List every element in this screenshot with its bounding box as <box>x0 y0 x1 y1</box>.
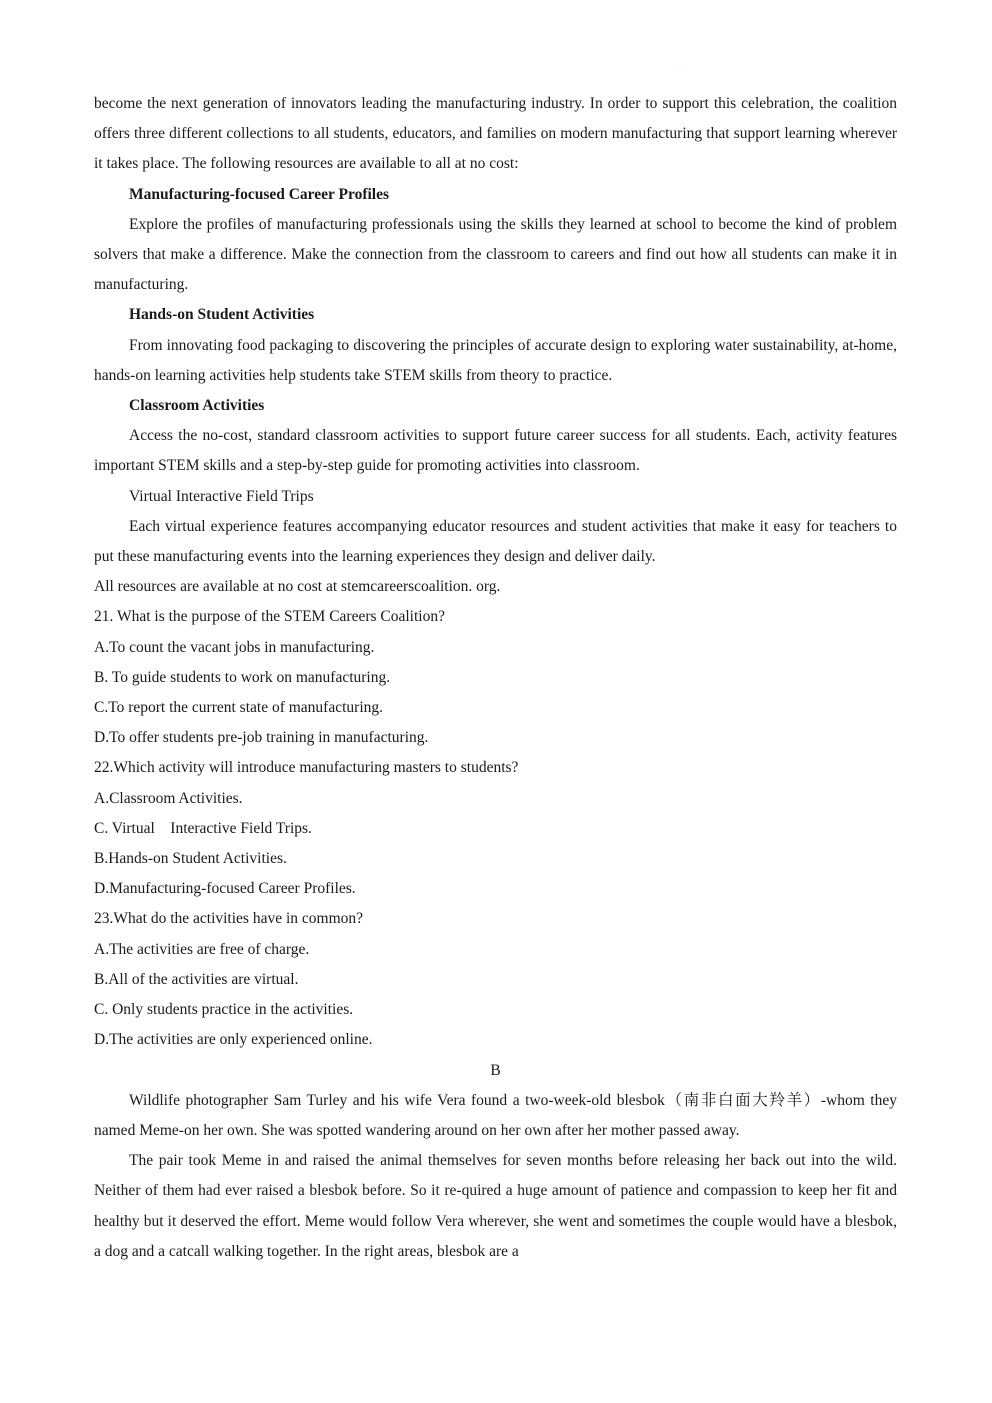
question-21-option-b: B. To guide students to work on manufacturing. <box>94 668 391 686</box>
question-23: 23.What do the activities have in common? <box>94 910 364 928</box>
question-23-option-a: A.The activities are free of charge. <box>94 940 310 958</box>
page-mark: · <box>679 67 681 73</box>
question-21-option-c: C.To report the current state of manufacturing. <box>94 699 384 717</box>
passage-b-paragraph-1: Wildlife photographer Sam Turley and his wife Vera found a two-week-old blesbok（南非白面大羚羊）-whom they named Meme-on her own. She was spotted wandering around on her own after her mother passed away. <box>94 1091 897 1139</box>
question-22-option-d: D.Manufacturing-focused Career Profiles. <box>94 880 356 898</box>
section-title-classroom: Classroom Activities <box>129 397 265 415</box>
section-body-classroom: Access the no-cost, standard classroom activities to support future career success for all students. Each, activity features important STEM skills and a step-by-step guide for promoting activities into classroom. <box>94 427 897 475</box>
question-22: 22.Which activity will introduce manufacturing masters to students? <box>94 759 519 777</box>
question-22-option-c: C. Virtual Interactive Field Trips. <box>94 819 312 837</box>
section-title-hands-on: Hands-on Student Activities <box>129 306 315 324</box>
question-22-option-a: A.Classroom Activities. <box>94 789 243 807</box>
document-page <box>94 89 897 1267</box>
question-21: 21. What is the purpose of the STEM Careers Coalition? <box>94 608 445 626</box>
question-21-option-a: A.To count the vacant jobs in manufacturing. <box>94 638 375 656</box>
question-23-option-c: C. Only students practice in the activities. <box>94 1001 354 1019</box>
passage-b-label: B <box>490 1061 501 1079</box>
section-title-career-profiles: Manufacturing-focused Career Profiles <box>129 185 390 203</box>
passage-b-paragraph-2: The pair took Meme in and raised the animal themselves for seven months before releasing her back out into the wild. Neither of them had ever raised a blesbok before. So it re-quired a huge amount of patience and compassion to keep her fit and healthy but it deserved the effort. Meme would follow Vera wherever, she went and sometimes the couple would have a blesbok, a dog and a catcall walking together. In the right areas, blesbok are a <box>94 1152 897 1260</box>
question-21-option-d: D.To offer students pre-job training in manufacturing. <box>94 729 429 747</box>
question-23-option-d: D.The activities are only experienced online. <box>94 1031 373 1049</box>
section-body-hands-on: From innovating food packaging to discovering the principles of accurate design to exploring water sustainability, at-home, hands-on learning activities help students take STEM skills from theory to practice. <box>94 336 897 384</box>
closing-line: All resources are available at no cost at stemcareerscoalition. org. <box>94 578 501 596</box>
intro-continuation: become the next generation of innovators leading the manufacturing industry. In order to support this celebration, the coalition offers three different collections to all students, educators, and families on modern manufacturing that support learning wherever it takes place. The following resources are available to all at no cost: <box>94 95 897 173</box>
section-body-career-profiles: Explore the profiles of manufacturing professionals using the skills they learned at school to become the kind of problem solvers that make a difference. Make the connection from the classroom to careers and find out how all students can make it in manufacturing. <box>94 215 897 294</box>
section-title-field-trips: Virtual Interactive Field Trips <box>129 487 314 505</box>
section-body-field-trips: Each virtual experience features accompanying educator resources and student activities that make it easy for teachers to put these manufacturing events into the learning experiences they design and deliver daily. <box>94 517 897 566</box>
question-22-option-b: B.Hands-on Student Activities. <box>94 850 287 868</box>
question-23-option-b: B.All of the activities are virtual. <box>94 970 299 988</box>
